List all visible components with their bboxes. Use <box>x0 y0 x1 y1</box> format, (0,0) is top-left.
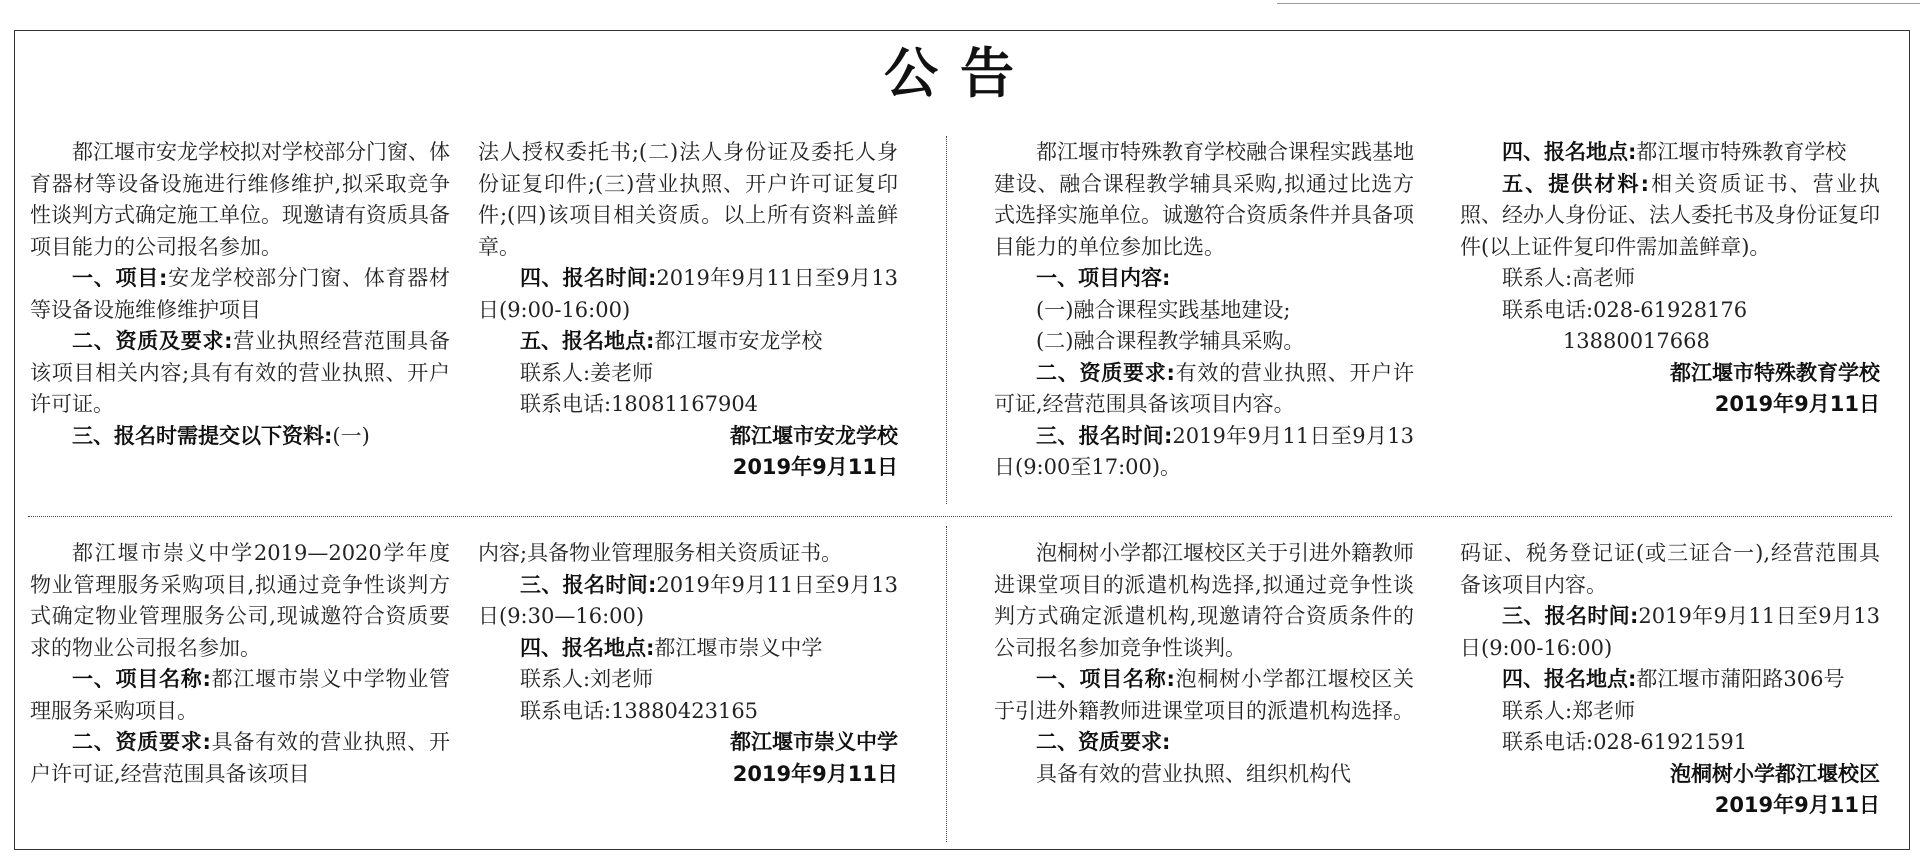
section-heading: 一、项目名称: <box>72 667 211 691</box>
page-title: 公告 <box>884 41 1036 105</box>
section-text: 联系人:姜老师 <box>520 360 654 385</box>
section-text: 营业执照经营范围具备该项目相关内容;具有有效的营业执照、开户许可证。 <box>30 329 451 416</box>
signature-organization: 都江堰市崇义中学 <box>730 730 898 754</box>
section-text: 泡桐树小学都江堰校区关于引进外籍教师进课堂项目的派遣机构选择。 <box>994 667 1414 723</box>
horizontal-divider <box>28 516 1892 517</box>
signature-date: 2019年9月11日 <box>1714 392 1880 416</box>
section-text: (一) <box>332 423 370 448</box>
section-text: 都江堰市崇义中学物业管理服务采购项目。 <box>30 667 450 723</box>
notice-2-column-left <box>994 137 1414 484</box>
section-text: 具备有效的营业执照、组织机构代 <box>1036 761 1351 786</box>
section-text: 都江堰市特殊教育学校融合课程实践基地建设、融合课程教学辅具采购,拟通过比选方式选择实施单位。诚邀符合资质条件并具备项目能力的单位参加比选。 <box>994 140 1414 259</box>
section-heading: 三、报名时需提交以下资料: <box>72 423 333 448</box>
notice-paragraph <box>478 664 898 696</box>
signature-date: 2019年9月11日 <box>732 455 898 479</box>
section-heading: 四、报名地点: <box>520 635 655 660</box>
notice-paragraph <box>994 358 1414 421</box>
section-text: 2019年9月11日至9月13日(9:00-16:00) <box>478 266 899 322</box>
notice-paragraph <box>30 727 450 790</box>
notice-paragraph <box>994 263 1414 295</box>
notice-paragraph <box>994 538 1414 664</box>
notice-paragraph <box>1460 727 1880 759</box>
notice-paragraph <box>478 696 898 728</box>
signature-organization: 都江堰市特殊教育学校 <box>1670 360 1880 385</box>
vertical-divider-top <box>946 136 947 504</box>
section-heading: 一、项目内容: <box>1036 266 1171 290</box>
section-text: 2019年9月11日至9月13日(9:00至17:00)。 <box>994 423 1415 479</box>
section-text: 具备有效的营业执照、开户许可证,经营范围具备该项目 <box>30 730 450 786</box>
notice-paragraph <box>30 664 450 727</box>
section-text: 联系人:刘老师 <box>520 667 654 691</box>
notice-paragraph <box>994 727 1414 759</box>
section-heading: 二、资质要求: <box>1036 730 1171 754</box>
notice-paragraph <box>478 633 898 665</box>
signature-date: 2019年9月11日 <box>1714 793 1880 817</box>
notice-paragraph <box>1460 696 1880 728</box>
section-heading: 二、资质及要求: <box>72 329 233 353</box>
notice-paragraph <box>478 570 898 633</box>
notice-paragraph <box>30 137 450 263</box>
signature-organization: 泡桐树小学都江堰校区 <box>1670 761 1880 786</box>
top-rule <box>1277 0 1920 4</box>
notice-paragraph <box>994 421 1414 484</box>
notice-1-column-left <box>30 137 450 452</box>
notice-paragraph <box>1460 601 1880 664</box>
notice-paragraph: 码证、税务登记证(或三证合一),经营范围具备该项目内容。 <box>1460 541 1880 597</box>
section-text: 联系电话:028-61928176 <box>1502 297 1748 322</box>
signature-organization: 都江堰市安龙学校 <box>730 423 898 448</box>
notice-paragraph <box>1460 263 1880 295</box>
section-text: 联系电话:028-61921591 <box>1502 730 1748 754</box>
notice-paragraph: 内容;具备物业管理服务相关资质证书。 <box>478 541 843 565</box>
section-heading: 一、项目名称: <box>1036 667 1175 691</box>
section-text: 联系人:高老师 <box>1502 266 1636 290</box>
section-text: 安龙学校部分门窗、体育器材等设备设施维修维护项目 <box>30 266 451 322</box>
notice-paragraph: 法人授权委托书;(二)法人身份证及委托人身份证复印件;(三)营业执照、开户许可证复印件;(四)该项目相关资质。以上所有资料盖鲜章。 <box>478 140 898 259</box>
section-text: 都江堰市崇义中学2019—2020学年度物业管理服务采购项目,拟通过竞争性谈判方式确定物业管理服务公司,现诚邀符合资质要求的物业公司报名参加。 <box>30 541 450 660</box>
notice-paragraph <box>478 389 898 421</box>
section-text: 2019年9月11日至9月13日(9:00-16:00) <box>1460 604 1881 660</box>
section-heading: 二、资质要求: <box>72 730 211 754</box>
section-text: (一)融合课程实践基地建设; <box>1036 297 1291 322</box>
section-text: 都江堰市蒲阳路306号 <box>1636 667 1845 691</box>
section-heading: 三、报名时间: <box>1036 423 1173 448</box>
section-text: 泡桐树小学都江堰校区关于引进外籍教师进课堂项目的派遣机构选择,拟通过竞争性谈判方式确定派遣机构,现邀请符合资质条件的公司报名参加竞争性谈判。 <box>994 541 1414 660</box>
section-text: 都江堰市安龙学校 <box>654 329 823 353</box>
section-heading: 一、项目: <box>72 266 168 290</box>
notice-1-column-right <box>478 137 898 484</box>
notice-paragraph <box>994 759 1414 791</box>
notice-paragraph <box>478 358 898 390</box>
section-text: 2019年9月11日至9月13日(9:30—16:00) <box>478 572 899 628</box>
notice-paragraph <box>30 263 450 326</box>
notice-paragraph <box>478 263 898 326</box>
section-heading: 三、报名时间: <box>1502 604 1639 628</box>
notice-paragraph <box>30 326 450 421</box>
notice-paragraph <box>1460 664 1880 696</box>
section-text: 都江堰市崇义中学 <box>654 635 823 660</box>
notice-paragraph <box>994 295 1414 327</box>
vertical-divider-bottom <box>946 526 947 842</box>
section-text: 都江堰市安龙学校拟对学校部分门窗、体育器材等设备设施进行维修维护,拟采取竞争性谈判方式确定施工单位。现邀请有资质具备项目能力的公司报名参加。 <box>30 140 450 259</box>
section-text: 联系电话:13880423165 <box>520 698 759 723</box>
notice-paragraph <box>994 326 1414 358</box>
notice-paragraph <box>1460 295 1880 327</box>
notice-paragraph <box>994 137 1414 263</box>
section-heading: 五、提供材料: <box>1502 171 1649 196</box>
section-text: 都江堰市特殊教育学校 <box>1636 140 1847 164</box>
notice-paragraph: 13880017668 <box>1562 329 1710 353</box>
section-heading: 二、资质要求: <box>1036 360 1175 385</box>
notice-2-column-right <box>1460 137 1880 421</box>
notice-paragraph <box>478 326 898 358</box>
notice-paragraph <box>1460 137 1880 169</box>
section-text: 相关资质证书、营业执照、经办人身份证、法人委托书及身份证复印件(以上证件复印件需加盖鲜章)。 <box>1460 171 1880 259</box>
section-text: 联系电话:18081167904 <box>520 392 759 416</box>
signature-date: 2019年9月11日 <box>732 761 898 786</box>
section-heading: 五、报名地点: <box>520 329 655 353</box>
section-text: 联系人:郑老师 <box>1502 698 1636 723</box>
section-heading: 三、报名时间: <box>520 572 657 597</box>
section-heading: 四、报名时间: <box>520 266 657 290</box>
notice-4-column-right <box>1460 538 1880 822</box>
section-heading: 四、报名地点: <box>1502 140 1637 164</box>
notice-3-column-left <box>30 538 450 790</box>
notice-3-column-right <box>478 538 898 790</box>
section-heading: 四、报名地点: <box>1502 667 1637 691</box>
section-text: 有效的营业执照、开户许可证,经营范围具备该项目内容。 <box>994 360 1414 416</box>
section-text: (二)融合课程教学辅具采购。 <box>1036 329 1305 353</box>
notice-paragraph <box>30 421 450 453</box>
notice-paragraph <box>994 664 1414 727</box>
notice-4-column-left <box>994 538 1414 790</box>
notice-paragraph <box>30 538 450 664</box>
notice-paragraph <box>1460 169 1880 264</box>
